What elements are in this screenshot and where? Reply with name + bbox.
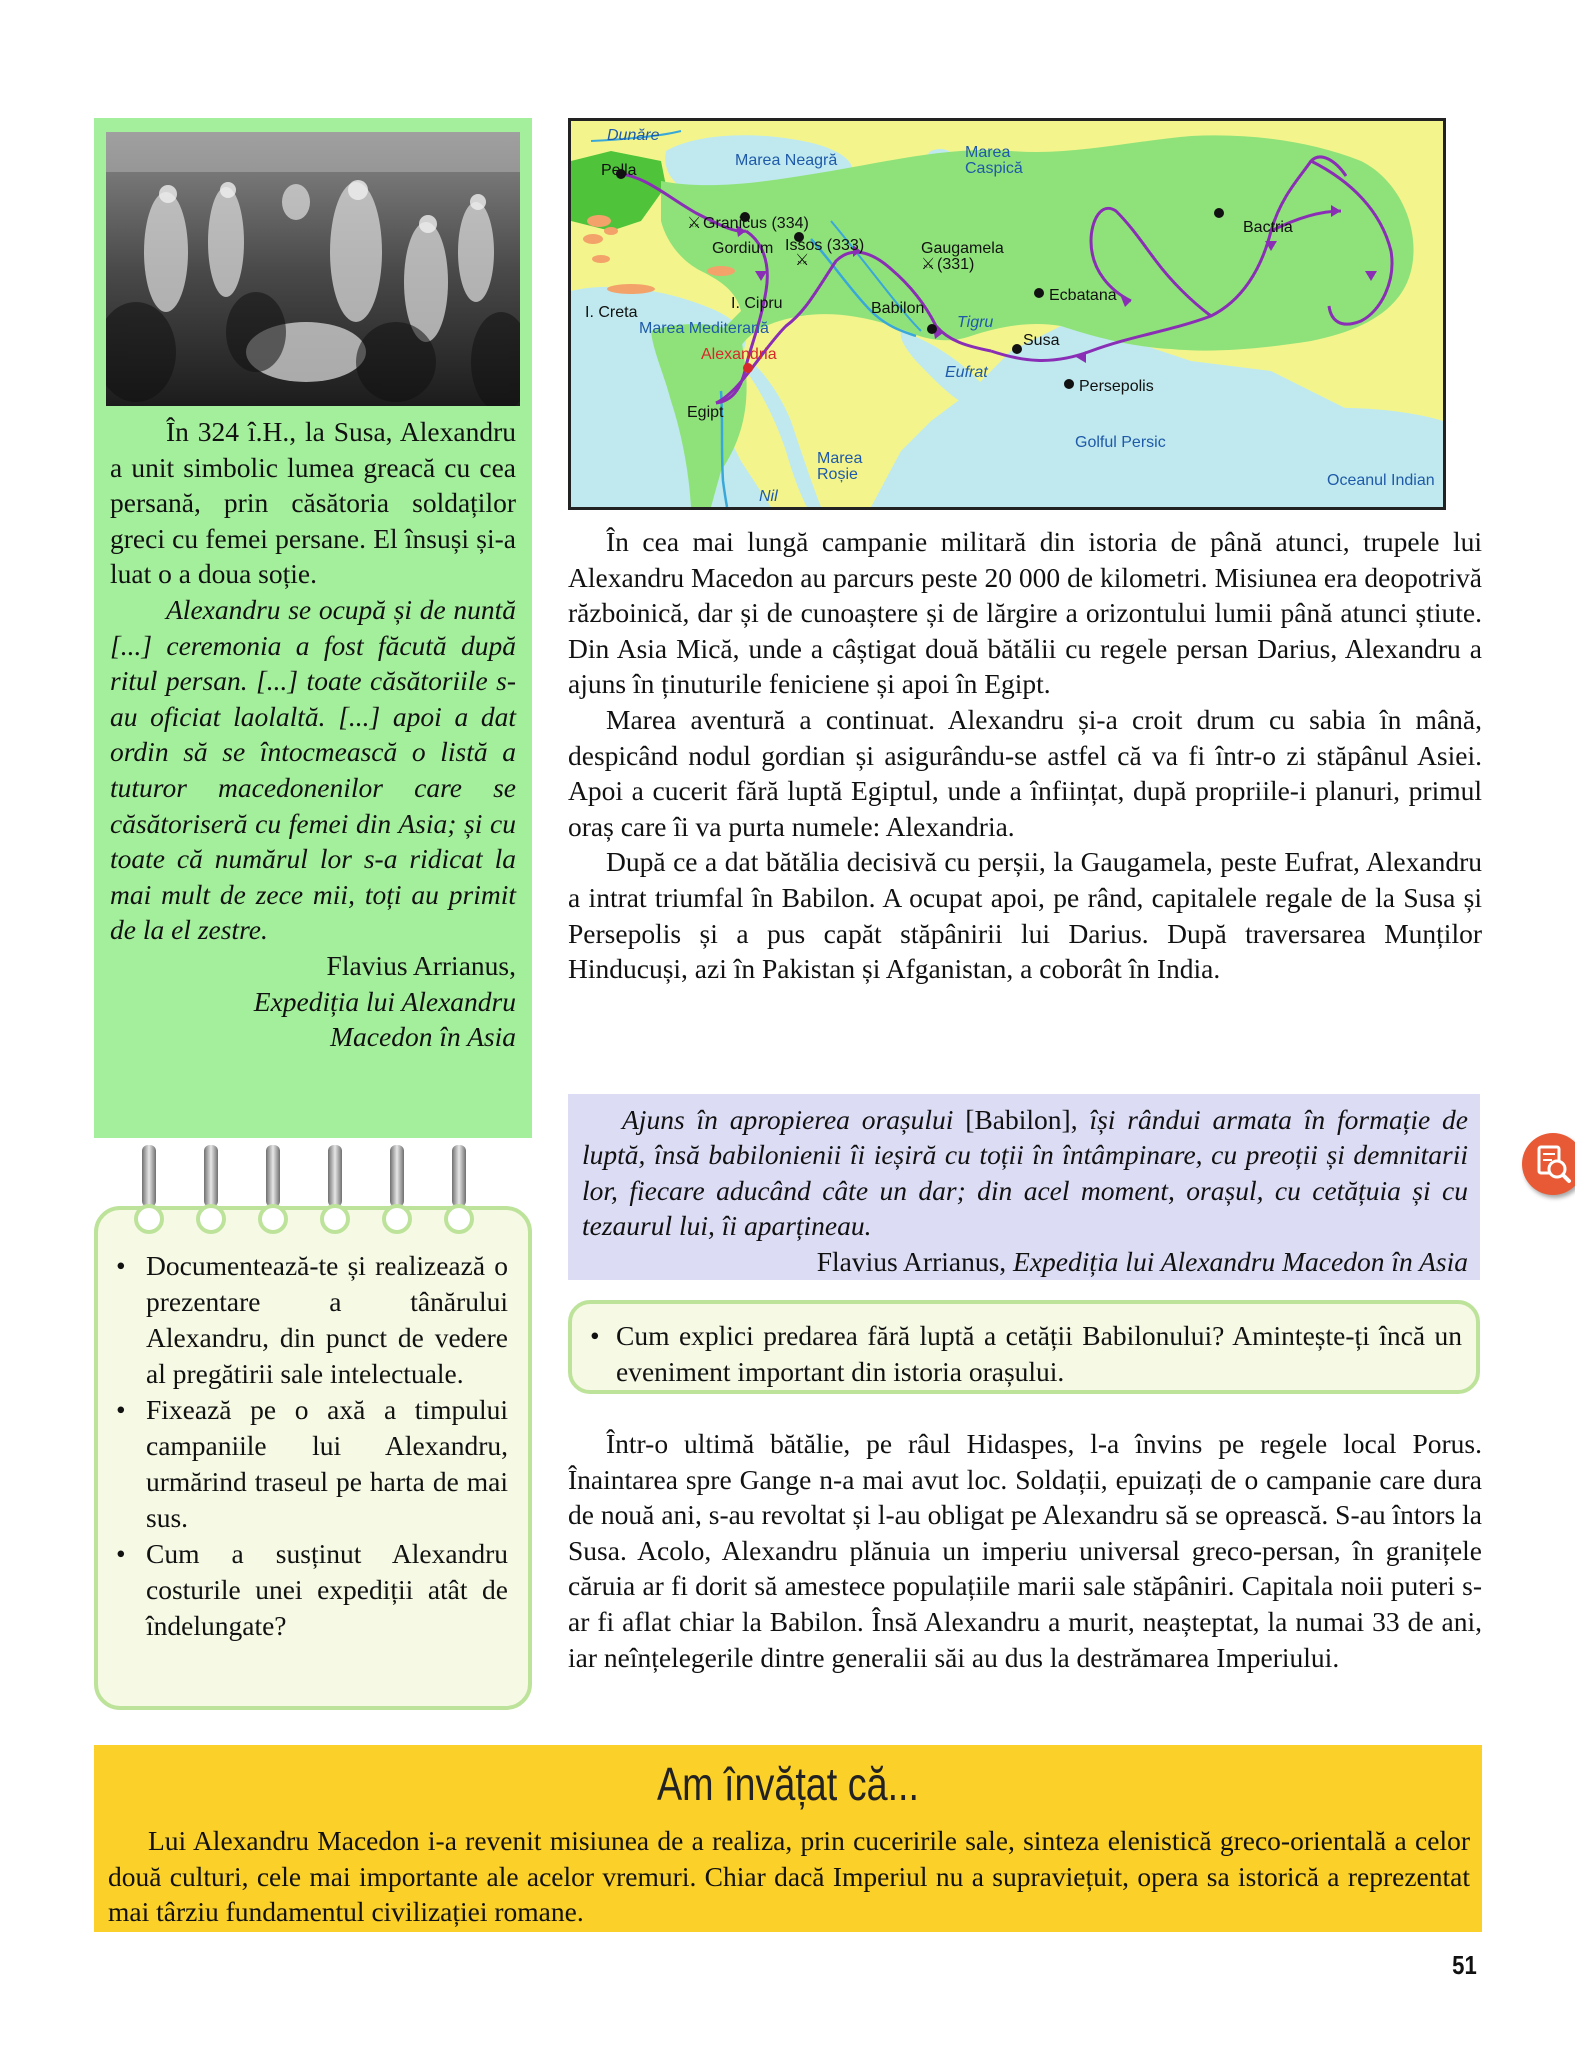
map-label-gaugamela: Gaugamela (921, 240, 1004, 257)
task-item (112, 1536, 508, 1644)
map-label-bactria: Bactria (1243, 219, 1293, 236)
tasks-notebox (94, 1206, 532, 1710)
map-label-cyprus: I. Cipru (731, 295, 783, 312)
main-paragraph: După ce a dat bătălia decisivă cu perșii, la Gaugamela, peste Eufrat, Alexandru a intrat triumfal în Babilon. A ocupat apoi, pe rând, capitalele regale de la Susa și Persepolis și a pus capăt stăpânirii lui Darius. După traversarea Munților Hinducuși, azi în Pakistan și Afganistan, a coborât în India. (568, 846, 1482, 985)
quote-paragraph: Alexandru se ocupă și de nuntă [...] ceremonia a fost făcută după ritul persan. [...] toate căsătoriile s-au oficiat laolaltă. [...] apoi a dat ordin să se întocmească o listă a tuturor macedonenilor care se căsătoriseră cu femei din Asia; și cu toate că numărul lor s-a ridicat la mai mult de zece mii, toți au primit de la el zestre. (110, 593, 516, 946)
quote-text-part: își rândui armata în formație de luptă, însă babilonienii îi ieșiră cu toții în întâmpinare, cu preoții și demnitarii lor, fiecare aducând câte un dar; din acel moment, orașul, cu cetățuia și cu tezaurul lui, îi aparțineau. (582, 1104, 1469, 1242)
map-label-mediterranean: Marea Mediterană (639, 320, 769, 337)
map-label-babylon: Babilon (871, 300, 925, 317)
question-text: Cum explici predarea fără luptă a cetății Babilonului? Amintește-ți încă un eveniment important din istoria orașului. (616, 1320, 1462, 1387)
map-label-euphrates: Eufrat (945, 364, 988, 381)
map-label-crete: I. Creta (585, 304, 638, 321)
map-label-tigris: Tigru (957, 314, 994, 331)
map-label-caspian-2: Caspică (965, 160, 1023, 177)
page-number: 51 (1452, 1950, 1477, 1980)
main-text-lower (568, 1426, 1482, 1675)
bullet-icon: • (590, 1320, 600, 1351)
source-box-susa-weddings (94, 118, 532, 1138)
quote-text-part: [Babilon], (965, 1104, 1078, 1135)
map-label-persian-gulf: Golful Persic (1075, 434, 1166, 451)
source-work-line-2: Macedon în Asia (330, 1021, 516, 1053)
tasks-list (112, 1248, 508, 1644)
intro-paragraph: În 324 î.H., la Susa, Alexandru a unit simbolic lumea greacă cu cea persană, prin căsătoria soldaților greci cu femei persane. El însuși și-a luat o a doua soție. (110, 416, 516, 590)
battle-icon: ⚔ (795, 252, 810, 269)
task-item (112, 1248, 508, 1392)
map-label-alexandria: Alexandria (701, 346, 777, 363)
summary-title: Am învățat că... (656, 1758, 920, 1810)
quote-text-part: Ajuns în apropierea orașului (622, 1104, 954, 1135)
question-box (568, 1300, 1480, 1394)
map-graphic (571, 121, 1443, 507)
map-label-gordium: Gordium (712, 240, 774, 257)
source-work-line-1: Expediția lui Alexandru (253, 985, 516, 1017)
bullet-icon: • (116, 1538, 126, 1569)
task-text: Fixează pe o axă a timpului campaniile lui Alexandru, urmărind traseul pe harta de mai sus. (146, 1394, 508, 1533)
map-label-dunare: Dunăre (607, 127, 660, 144)
map-label-persepolis: Persepolis (1079, 378, 1154, 395)
map-label-issos: Issos (333) (785, 237, 865, 254)
map-label-ecbatana: Ecbatana (1049, 287, 1117, 304)
summary-text: Lui Alexandru Macedon i-a revenit misiunea de a realiza, prin cuceririle sale, sinteza elenistică greco-orientală a celor două culturi, cele mai importante ale acelor vremuri. Chiar dacă Imperiul nu a supraviețuit, opera sa istorică a reprezentat mai târziu fundamentul civilizației romane. (108, 1825, 1470, 1927)
wedding-illustration (106, 132, 520, 406)
magnifier-icon (1522, 1133, 1575, 1195)
source-text (110, 414, 516, 1055)
main-paragraph: În cea mai lungă campanie militară din istoria de până atunci, trupele lui Alexandru Macedon au parcurs peste 20 000 de kilometri. Misiunea era deopotrivă războinică, dar și de cunoaștere și de lărgire a orizontului lumii până atunci știute. Din Asia Mică, unde a câștigat două bătălii cu regele persan Darius, Alexandru a ajuns în ținuturile feniciene și apoi în Egipt. (568, 526, 1482, 700)
battle-icon: ⚔ (687, 215, 702, 232)
campaign-map (568, 118, 1446, 510)
summary-box (94, 1745, 1482, 1932)
map-label-egypt: Egipt (687, 404, 724, 421)
map-label-red-sea-1: Marea (817, 450, 863, 467)
quote-work: Expediția lui Alexandru Macedon în Asia (1013, 1245, 1468, 1277)
question-text-wrap (586, 1318, 1462, 1389)
task-item (112, 1392, 508, 1536)
main-paragraph: Marea aventură a continuat. Alexandru și-a croit drum cu sabia în mână, despicând nodul gordian și asigurându-se astfel că va fi într-o zi stăpânul Asiei. Apoi a cucerit fără luptă Egiptul, unde a înființat, după propriile-i planuri, primul oraș care îi va purta numele: Alexandria. (568, 703, 1482, 842)
battle-icon: ⚔ (921, 256, 936, 273)
search-document-icon[interactable] (1522, 1133, 1575, 1195)
babylon-quote (582, 1102, 1468, 1279)
map-label-pella: Pella (601, 162, 637, 179)
task-text: Documentează-te și realizează o prezentare a tânărului Alexandru, din punct de vedere al pregătirii sale intelectuale. (146, 1250, 508, 1389)
quote-author: Flavius Arrianus, (816, 1245, 1007, 1277)
bullet-icon: • (116, 1394, 126, 1425)
main-paragraph: Într-o ultimă bătălie, pe râul Hidaspes, l-a învins pe regele local Porus. Înaintarea spre Gange n-a mai avut loc. Soldații, epuizați de o campanie care dura de nouă ani, s-au revoltat și l-au obligat pe Alexandru să se oprească. S-au întors la Susa. Acolo, Alexandru plănuia un imperiu universal greco-persan, în granițele căruia ar fi dorit să amestece populațiile marii sale stăpâniri. Capitala noii puteri s-ar fi aflat chiar la Babilon. Însă Alexandru a murit, neașteptat, la numai 33 de ani, iar neînțelegerile dintre generalii săi au dus la destrămarea Imperiului. (568, 1428, 1482, 1673)
main-text-upper (568, 524, 1482, 987)
map-label-granicus: Granicus (334) (703, 215, 809, 232)
babylon-quote-box (568, 1094, 1480, 1280)
map-label-nile: Nil (759, 488, 778, 505)
map-label-red-sea-2: Roșie (817, 466, 858, 483)
map-label-susa: Susa (1023, 332, 1060, 349)
map-label-caspian-1: Marea (965, 144, 1011, 161)
binder-rings-icon (128, 1145, 508, 1245)
map-label-black-sea: Marea Neagră (735, 152, 838, 169)
task-text: Cum a susținut Alexandru costurile unei expediții atât de îndelungate? (146, 1538, 508, 1641)
map-label-indian-ocean: Oceanul Indian (1327, 472, 1435, 489)
engraving-image (106, 132, 520, 406)
map-label-gaugamela-year: (331) (937, 256, 975, 273)
bullet-icon: • (116, 1250, 126, 1281)
source-author: Flavius Arrianus, (326, 949, 516, 981)
